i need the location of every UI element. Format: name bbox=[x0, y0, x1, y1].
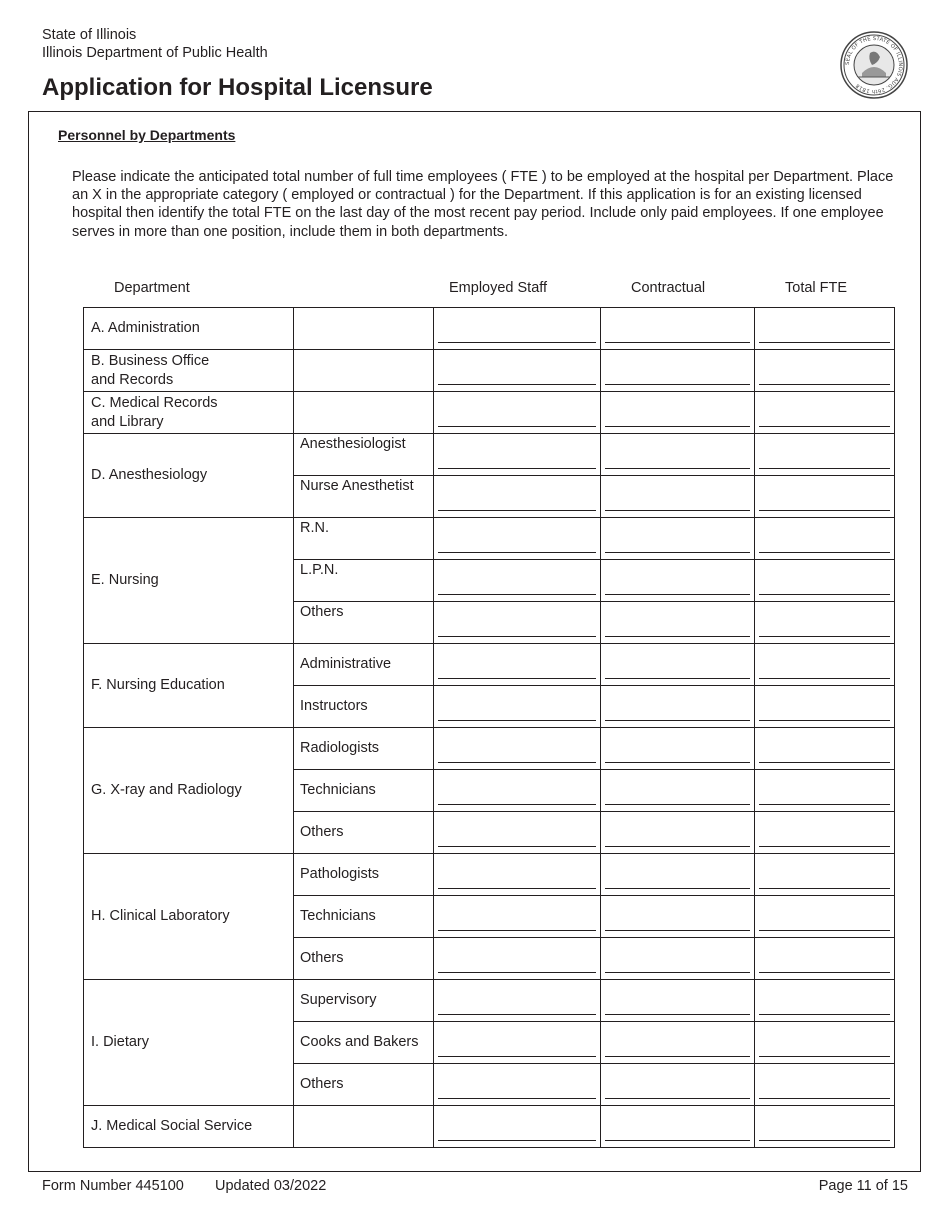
personnel-table bbox=[83, 307, 895, 1148]
total-entry-field[interactable] bbox=[755, 1064, 895, 1106]
form-number: Form Number 445100 bbox=[42, 1178, 184, 1194]
position-name: Technicians bbox=[294, 896, 434, 938]
position-blank bbox=[294, 308, 434, 350]
column-header-department: Department bbox=[114, 280, 190, 296]
contractual-entry-field[interactable] bbox=[601, 434, 755, 476]
department-name: H. Clinical Laboratory bbox=[84, 854, 294, 980]
position-name: Pathologists bbox=[294, 854, 434, 896]
department-name: B. Business Office and Records bbox=[84, 350, 294, 392]
employed-entry-field[interactable] bbox=[434, 392, 601, 434]
total-entry-field[interactable] bbox=[755, 854, 895, 896]
contractual-entry-field[interactable] bbox=[601, 980, 755, 1022]
column-header-contractual: Contractual bbox=[631, 280, 706, 296]
table-row bbox=[84, 854, 895, 896]
svg-text:SEAL OF THE STATE OF ILLINOIS: SEAL OF THE STATE OF ILLINOIS AUG. 26th 1818 bbox=[844, 35, 904, 95]
total-entry-field[interactable] bbox=[755, 308, 895, 350]
employed-entry-field[interactable] bbox=[434, 308, 601, 350]
contractual-entry-field[interactable] bbox=[601, 1022, 755, 1064]
position-name: Instructors bbox=[294, 686, 434, 728]
contractual-entry-field[interactable] bbox=[601, 350, 755, 392]
table-row bbox=[84, 434, 895, 476]
employed-entry-field[interactable] bbox=[434, 770, 601, 812]
position-name: Anesthesiologist bbox=[294, 434, 434, 476]
total-entry-field[interactable] bbox=[755, 728, 895, 770]
total-entry-field[interactable] bbox=[755, 476, 895, 518]
employed-entry-field[interactable] bbox=[434, 686, 601, 728]
employed-entry-field[interactable] bbox=[434, 728, 601, 770]
contractual-entry-field[interactable] bbox=[601, 896, 755, 938]
total-entry-field[interactable] bbox=[755, 350, 895, 392]
employed-entry-field[interactable] bbox=[434, 938, 601, 980]
position-blank bbox=[294, 350, 434, 392]
department-name: I. Dietary bbox=[84, 980, 294, 1106]
contractual-entry-field[interactable] bbox=[601, 854, 755, 896]
department-name: A. Administration bbox=[84, 308, 294, 350]
employed-entry-field[interactable] bbox=[434, 1106, 601, 1148]
position-name: Supervisory bbox=[294, 980, 434, 1022]
employed-entry-field[interactable] bbox=[434, 476, 601, 518]
employed-entry-field[interactable] bbox=[434, 644, 601, 686]
department-name: G. X-ray and Radiology bbox=[84, 728, 294, 854]
total-entry-field[interactable] bbox=[755, 1106, 895, 1148]
contractual-entry-field[interactable] bbox=[601, 1064, 755, 1106]
table-row bbox=[84, 728, 895, 770]
table-row bbox=[84, 644, 895, 686]
total-entry-field[interactable] bbox=[755, 644, 895, 686]
position-name: Radiologists bbox=[294, 728, 434, 770]
position-name: Nurse Anesthetist bbox=[294, 476, 434, 518]
page-number: Page 11 of 15 bbox=[818, 1178, 908, 1194]
contractual-entry-field[interactable] bbox=[601, 770, 755, 812]
employed-entry-field[interactable] bbox=[434, 602, 601, 644]
position-name: Others bbox=[294, 812, 434, 854]
total-entry-field[interactable] bbox=[755, 896, 895, 938]
state-label: State of Illinois bbox=[42, 27, 137, 43]
employed-entry-field[interactable] bbox=[434, 854, 601, 896]
employed-entry-field[interactable] bbox=[434, 980, 601, 1022]
contractual-entry-field[interactable] bbox=[601, 476, 755, 518]
position-blank bbox=[294, 1106, 434, 1148]
employed-entry-field[interactable] bbox=[434, 350, 601, 392]
contractual-entry-field[interactable] bbox=[601, 644, 755, 686]
total-entry-field[interactable] bbox=[755, 602, 895, 644]
department-label: Illinois Department of Public Health bbox=[42, 45, 268, 61]
total-entry-field[interactable] bbox=[755, 812, 895, 854]
department-name: D. Anesthesiology bbox=[84, 434, 294, 518]
position-name: Administrative bbox=[294, 644, 434, 686]
position-name: R.N. bbox=[294, 518, 434, 560]
contractual-entry-field[interactable] bbox=[601, 728, 755, 770]
column-header-total-fte: Total FTE bbox=[785, 280, 848, 296]
position-name: Others bbox=[294, 1064, 434, 1106]
position-name: Others bbox=[294, 602, 434, 644]
table-row bbox=[84, 980, 895, 1022]
position-name: Technicians bbox=[294, 770, 434, 812]
employed-entry-field[interactable] bbox=[434, 560, 601, 602]
contractual-entry-field[interactable] bbox=[601, 812, 755, 854]
total-entry-field[interactable] bbox=[755, 392, 895, 434]
updated-date: Updated 03/2022 bbox=[215, 1178, 327, 1194]
total-entry-field[interactable] bbox=[755, 980, 895, 1022]
employed-entry-field[interactable] bbox=[434, 812, 601, 854]
department-name: C. Medical Records and Library bbox=[84, 392, 294, 434]
table-row bbox=[84, 518, 895, 560]
department-name: F. Nursing Education bbox=[84, 644, 294, 728]
contractual-entry-field[interactable] bbox=[601, 686, 755, 728]
employed-entry-field[interactable] bbox=[434, 1064, 601, 1106]
position-name: Others bbox=[294, 938, 434, 980]
employed-entry-field[interactable] bbox=[434, 434, 601, 476]
table-row bbox=[84, 1106, 895, 1148]
employed-entry-field[interactable] bbox=[434, 896, 601, 938]
state-seal-icon bbox=[840, 31, 908, 99]
section-heading: Personnel by Departments bbox=[58, 127, 236, 143]
page-title: Application for Hospital Licensure bbox=[42, 74, 433, 101]
contractual-entry-field[interactable] bbox=[601, 938, 755, 980]
contractual-entry-field[interactable] bbox=[601, 602, 755, 644]
position-name: L.P.N. bbox=[294, 560, 434, 602]
column-header-employed: Employed Staff bbox=[449, 280, 548, 296]
total-entry-field[interactable] bbox=[755, 434, 895, 476]
contractual-entry-field[interactable] bbox=[601, 560, 755, 602]
table-row bbox=[84, 308, 895, 350]
employed-entry-field[interactable] bbox=[434, 1022, 601, 1064]
total-entry-field[interactable] bbox=[755, 770, 895, 812]
department-name: E. Nursing bbox=[84, 518, 294, 644]
employed-entry-field[interactable] bbox=[434, 518, 601, 560]
position-blank bbox=[294, 392, 434, 434]
total-entry-field[interactable] bbox=[755, 686, 895, 728]
contractual-entry-field[interactable] bbox=[601, 392, 755, 434]
total-entry-field[interactable] bbox=[755, 1022, 895, 1064]
table-row bbox=[84, 392, 895, 434]
contractual-entry-field[interactable] bbox=[601, 1106, 755, 1148]
table-row bbox=[84, 350, 895, 392]
total-entry-field[interactable] bbox=[755, 938, 895, 980]
position-name: Cooks and Bakers bbox=[294, 1022, 434, 1064]
contractual-entry-field[interactable] bbox=[601, 518, 755, 560]
total-entry-field[interactable] bbox=[755, 518, 895, 560]
total-entry-field[interactable] bbox=[755, 560, 895, 602]
contractual-entry-field[interactable] bbox=[601, 308, 755, 350]
instructions-text: Please indicate the anticipated total number of full time employees ( FTE ) to be employed at the hospital per Department. Place an X in the appropriate category ( employed or contractual ) for the Department. If this application is for an existing licensed hospital then identify the total FTE on the last day of the most recent pay period. Include only paid employees. If one employee serves in more than one position, include them in both departments. bbox=[72, 169, 894, 240]
department-name: J. Medical Social Service bbox=[84, 1106, 294, 1148]
